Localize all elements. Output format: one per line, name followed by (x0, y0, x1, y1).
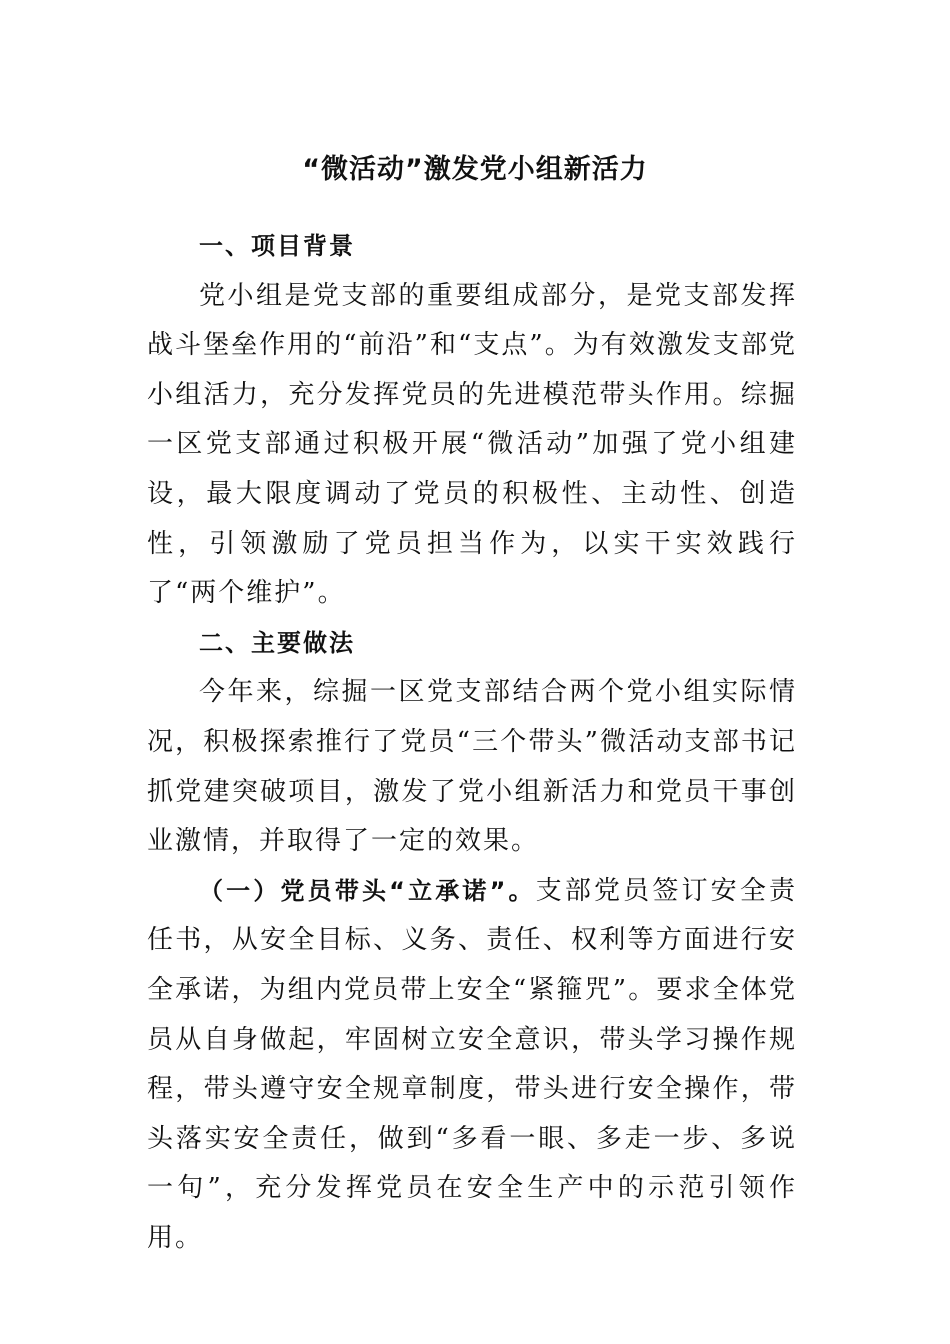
item-commitment-text: 支部党员签订安全责任书，从安全目标、义务、责任、权利等方面进行安全承诺，为组内党员带上安全“紧箍咒”。要求全体党员从自身做起，牢固树立安全意识，带头学习操作规程，带头遵守安全规章制度，带头进行安全操作，带头落实安全责任，做到“多看一眼、多走一步、多说一句”，充分发挥党员在安全生产中的示范引领作用。 (147, 875, 797, 1253)
document-body (147, 222, 797, 1263)
paragraph-background: 党小组是党支部的重要组成部分，是党支部发挥战斗堡垒作用的“前沿”和“支点”。为有效激发支部党小组活力，充分发挥党员的先进模范带头作用。综掘一区党支部通过积极开展“微活动”加强了党小组建设，最大限度调动了党员的积极性、主动性、创造性，引领激励了党员担当作为，以实干实效践行了“两个维护”。 (147, 280, 797, 609)
section-heading-background: 一、项目背景 (199, 232, 355, 260)
section-heading-practices: 二、主要做法 (199, 628, 355, 657)
paragraph-item-commitment (147, 867, 797, 1264)
document-title: “微活动”激发党小组新活力 (302, 154, 648, 185)
paragraph-practices: 今年来，综掘一区党支部结合两个党小组实际情况，积极探索推行了党员“三个带头”微活动支部书记抓党建突破项目，激发了党小组新活力和党员干事创业激情，并取得了一定的效果。 (147, 677, 797, 857)
item-commitment-lead: （一）党员带头“立承诺”。 (199, 876, 536, 905)
